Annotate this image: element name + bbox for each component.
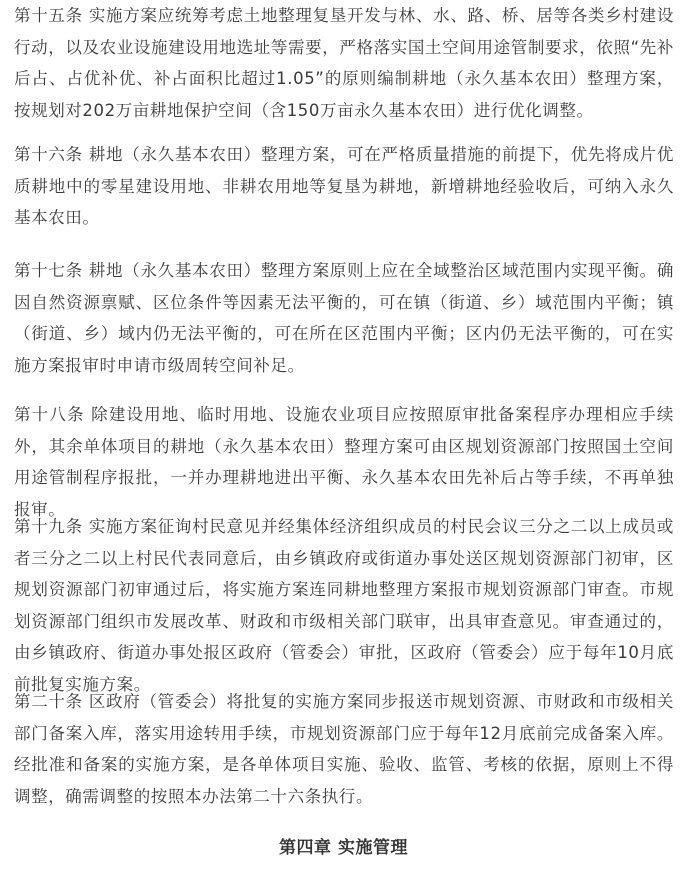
article-15: 第十五条 实施方案应统筹考虑土地整理复垦开发与林、水、路、桥、居等各类乡村建设行动，以及农业设施建设用地选址等需要，严格落实国土空间用途管制要求，依照“先补后占、占优补优、补占面积比超过1.05”的原则编制耕地（永久基本农田）整理方案，按规划对202万亩耕地保护空间（含150万亩永久基本农田）进行优化调整。 [14, 6, 674, 120]
chapter-heading: 第四章 实施管理 [279, 838, 408, 858]
article-17: 第十七条 耕地（永久基本农田）整理方案原则上应在全域整治区域范围内实现平衡。确因自然资源禀赋、区位条件等因素无法平衡的，可在镇（街道、乡）域范围内平衡；镇（街道、乡）域内仍无法平衡的，可在所在区范围内平衡；区内仍无法平衡的，可在实施方案报审时申请市级周转空间补足。 [14, 261, 674, 375]
article-20: 第二十条 区政府（管委会）将批复的实施方案同步报送市规划资源、市财政和市级相关部门备案入库，落实用途转用手续，市规划资源部门应于每年12月底前完成备案入库。经批准和备案的实施方案，是各单体项目实施、验收、监管、考核的依据，原则上不得调整，确需调整的按照本办法第二十六条执行。 [14, 692, 674, 806]
article-18: 第十八条 除建设用地、临时用地、设施农业项目应按照原审批备案程序办理相应手续外，其余单体项目的耕地（永久基本农田）整理方案可由区规划资源部门按照国土空间用途管制程序报批，一并办理耕地进出平衡、永久基本农田先补后占等手续，不再单独报审。 [14, 405, 674, 519]
article-16: 第十六条 耕地（永久基本农田）整理方案，可在严格质量措施的前提下，优先将成片优质耕地中的零星建设用地、非耕农用地等复垦为耕地，新增耕地经验收后，可纳入永久基本农田。 [14, 145, 674, 227]
article-19: 第十九条 实施方案征询村民意见并经集体经济组织成员的村民会议三分之二以上成员或者三分之二以上村民代表同意后，由乡镇政府或街道办事处送区规划资源部门初审，区规划资源部门初审通过后，将实施方案连同耕地整理方案报市规划资源部门审查。市规划资源部门组织市发展改革、财政和市级相关部门联审，出具审查意见。审查通过的，由乡镇政府、街道办事处报区政府（管委会）审批，区政府（管委会）应于每年10月底前批复实施方案。 [14, 517, 674, 694]
